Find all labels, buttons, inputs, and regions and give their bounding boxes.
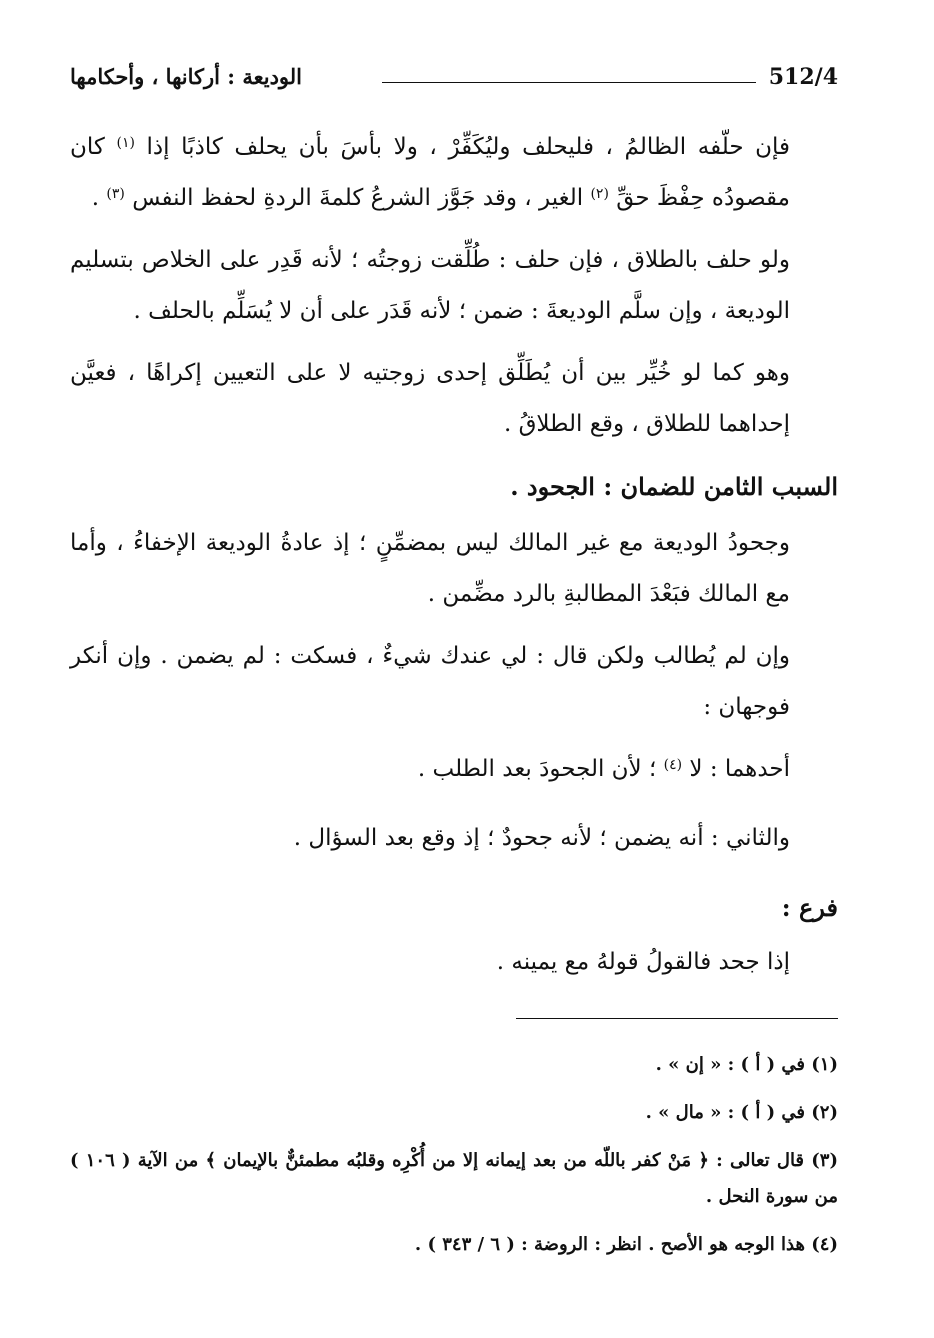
footnote-separator (516, 1018, 838, 1019)
main-text (70, 122, 838, 988)
footnote-marker-2: (٢) (590, 186, 609, 202)
paragraph-1-part-2: كان مقصودُه حِفْظَ حقِّ (70, 134, 790, 211)
footnote-marker-3: (٣) (106, 186, 125, 202)
footnote-3: (٣) قال تعالى : ﴿ مَنْ كفر باللّه من بعد إيمانه إلا من أُكْرِه وقلبُه مطمئنٌّ بالإيمان ﴾ من الآية ( ١٠٦ ) من سورة النحل . (70, 1150, 838, 1207)
paragraph-4: وجحودُ الوديعة مع غير المالك ليس بمضمِّنٍ ؛ إذ عادةُ الوديعة الإخفاءُ ، وأما مع المالك فبَعْدَ المطالبةِ بالرد مضِّمن . (70, 530, 790, 607)
paragraph-6 (70, 744, 838, 795)
paragraph-1-part-1: فإن حلّفه الظالمُ ، فليحلف وليُكَفِّرْ ، ولا بأسَ بأن يحلف كاذبًا إذا (146, 134, 791, 160)
paragraph-1-end: . (91, 185, 100, 211)
paragraph-1 (70, 122, 838, 224)
paragraph-2: ولو حلف بالطلاق ، فإن حلف : طُلِّقت زوجتُه ؛ لأنه قَدِر على الخلاص بتسليم الوديعة ، وإن سلَّم الوديعةَ : ضمن ؛ لأنه قَدَر على أن لا يُسَلِّم بالحلف . (70, 247, 790, 324)
paragraph-3: وهو كما لو خُيِّر بين أن يُطَلِّق إحدى زوجتيه لا على التعيين إكراهًا ، فعيَّن إحداهما للطلاق ، وقع الطلاقُ . (70, 360, 790, 437)
footnote-4: (٤) هذا الوجه هو الأصح . انظر : الروضة : ( ٦ / ٣٤٣ ) . (414, 1234, 838, 1255)
paragraph-7: والثاني : أنه يضمن ؛ لأنه جحودٌ ؛ إذ وقع بعد السؤال . (293, 825, 790, 851)
footnote-2: (٢) في ( أ ) : « مال » . (645, 1102, 838, 1123)
page-number: 512/4 (768, 64, 838, 90)
paragraph-6-part-2: ؛ لأن الجحودَ بعد الطلب . (417, 756, 657, 782)
paragraph-5: وإن لم يُطالب ولكن قال : لي عندك شيءٌ ، فسكت : لم يضمن . وإن أنكر فوجهان : (70, 643, 790, 720)
running-title: الوديعة : أركانها ، وأحكامها (70, 64, 303, 89)
paragraph-6-part-1: أحدهما : لا (689, 756, 790, 782)
header-rule (382, 82, 756, 83)
paragraph-1-part-3: الغير ، وقد جَوَّز الشرعُ كلمةَ الردةِ لحفظ النفس (132, 185, 584, 211)
footnotes (70, 1047, 838, 1263)
running-header (70, 58, 838, 98)
footnote-marker-1: (١) (116, 135, 135, 151)
footnote-marker-4: (٤) (663, 757, 683, 773)
footnote-1: (١) في ( أ ) : « إن » . (655, 1054, 838, 1075)
subsection-heading: فرع : (781, 893, 838, 922)
paragraph-8: إذا جحد فالقولُ قولهُ مع يمينه . (496, 949, 790, 975)
section-heading: السبب الثامن للضمان : الجحود . (510, 472, 838, 501)
